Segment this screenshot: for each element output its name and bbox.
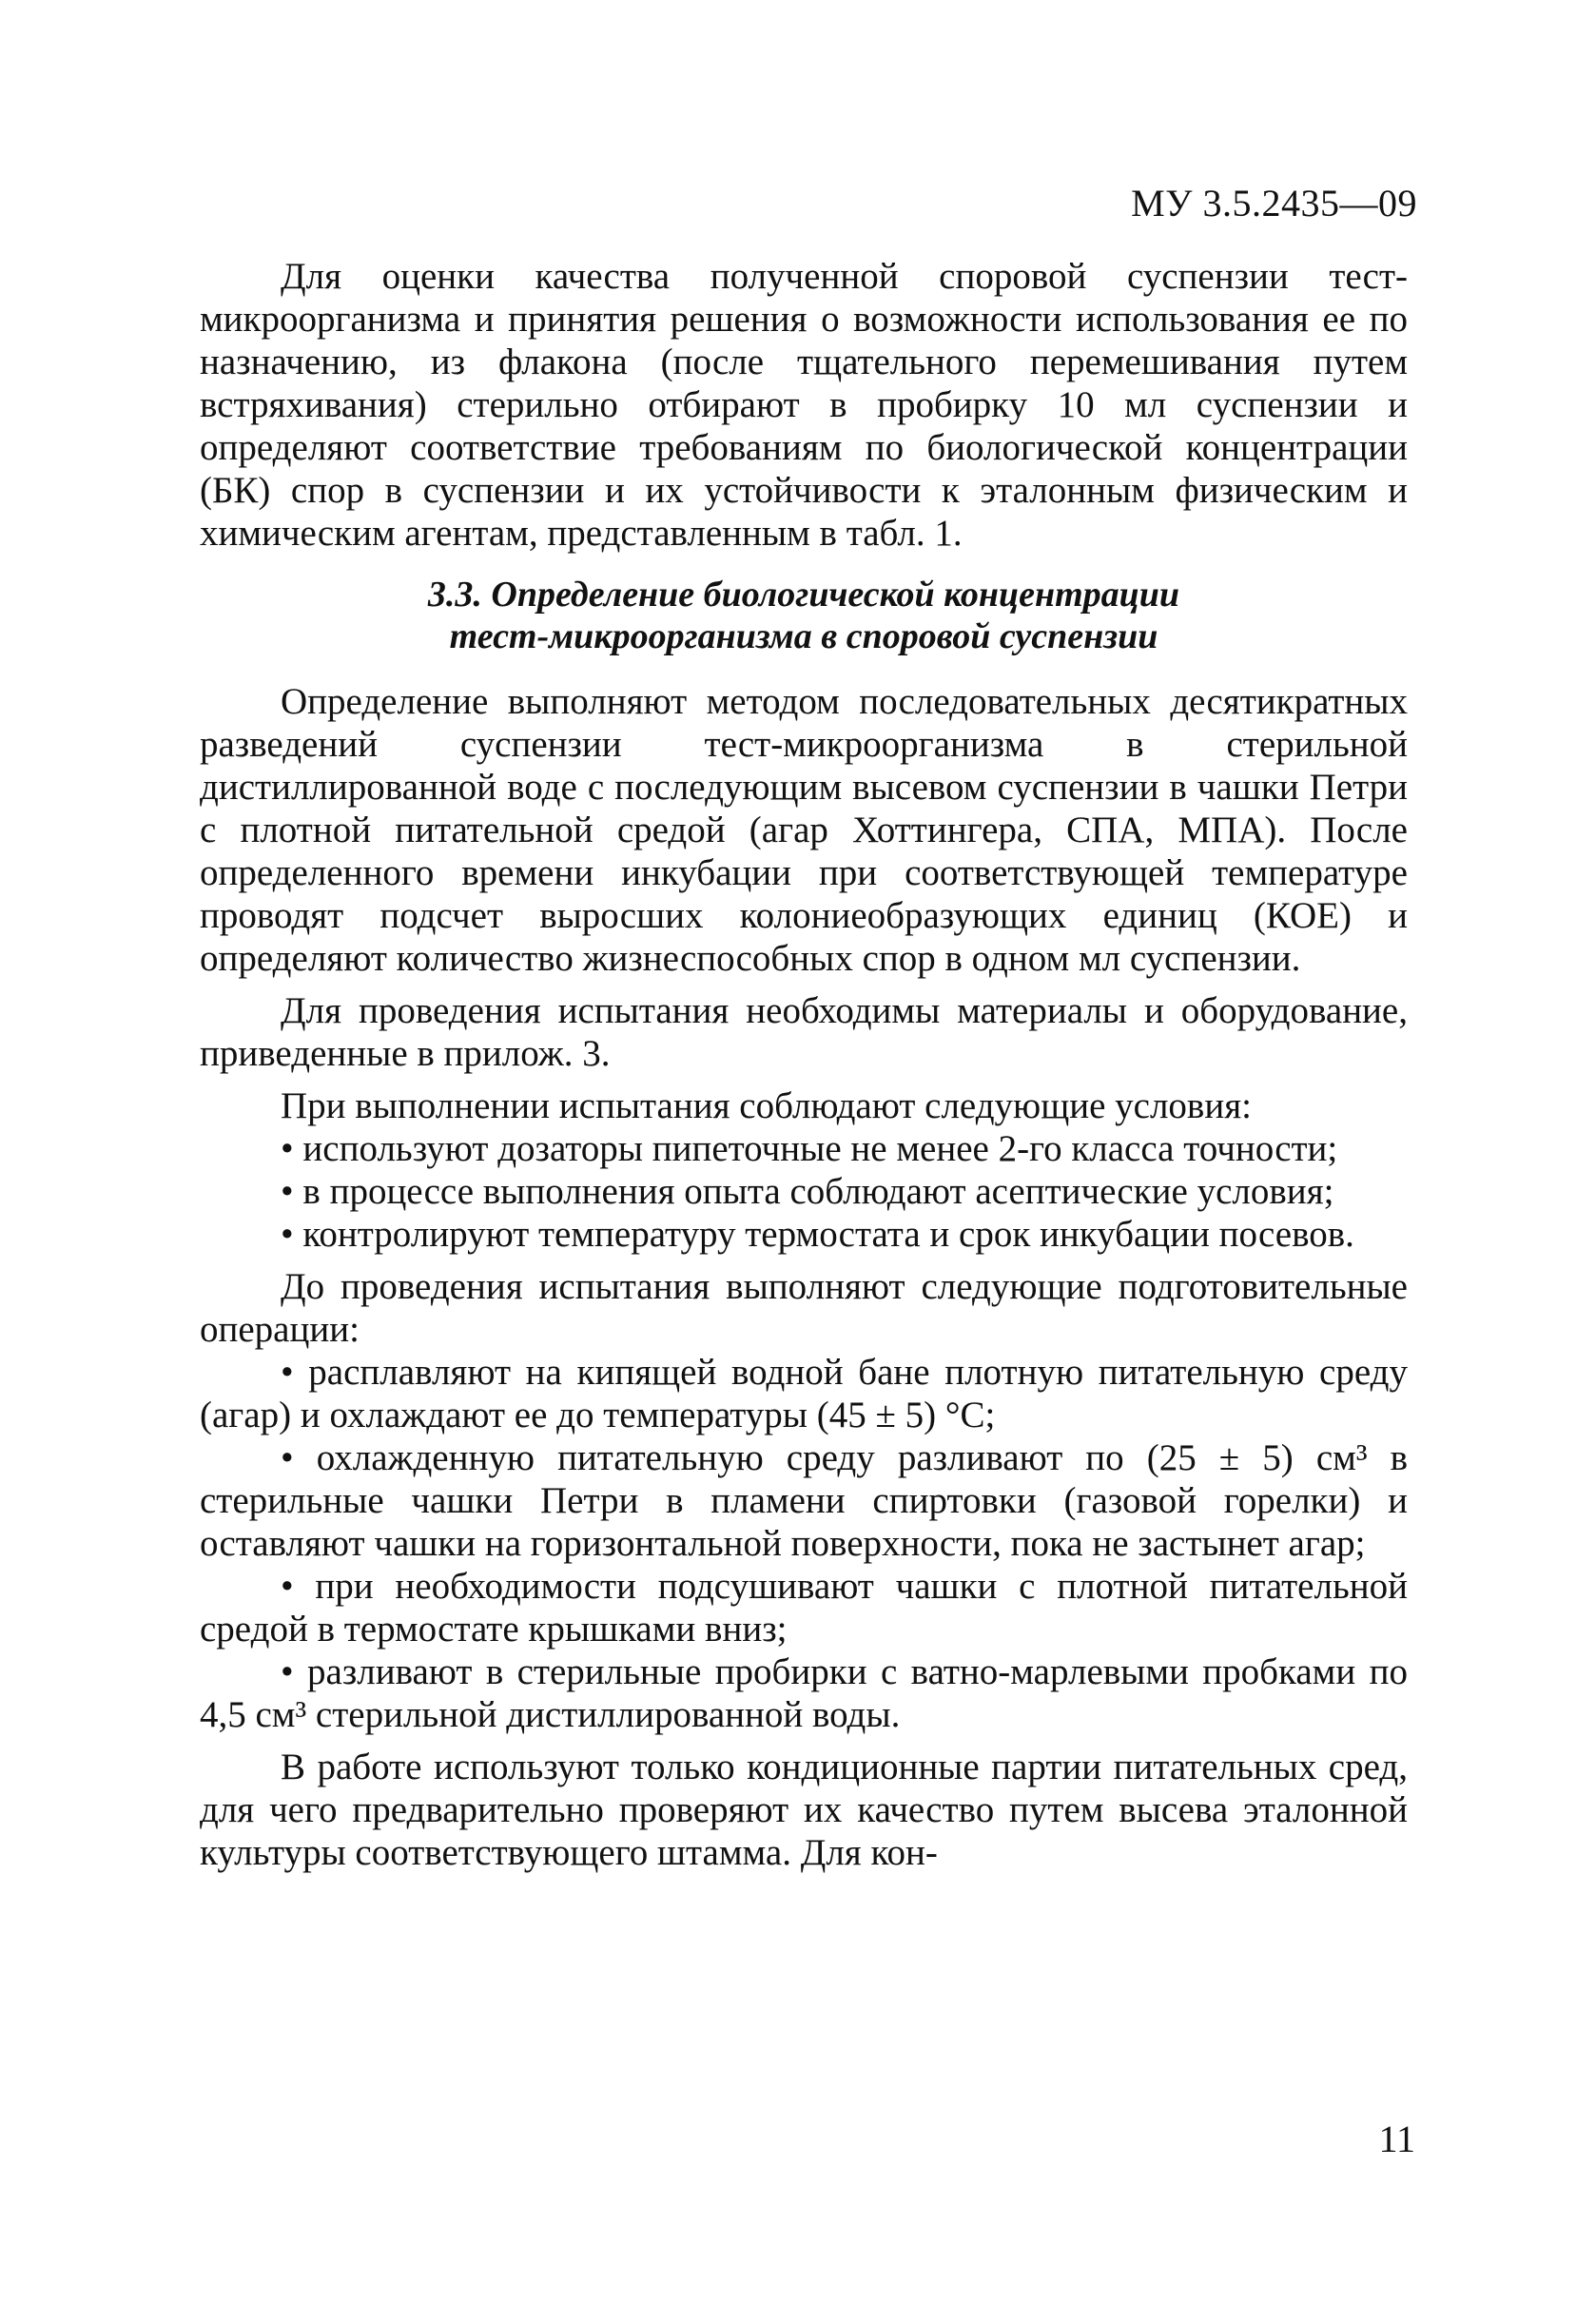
preparation-item: • разливают в стерильные пробирки с ватно-марлевыми пробками по 4,5 см³ стерильной дистиллированной воды. xyxy=(200,1651,1408,1735)
preparation-item: • при необходимости подсушивают чашки с плотной питательной средой в термостате крышками вниз; xyxy=(200,1566,1408,1650)
condition-item: • используют дозаторы пипеточные не менее 2-го класса точности; xyxy=(281,1128,1338,1169)
final-paragraph: В работе используют только кондиционные партии питательных сред, для чего предварительно проверяют их качество путем высева эталонной культуры соответствующего штамма. Для кон- xyxy=(200,1747,1408,1873)
conditions-intro: При выполнении испытания соблюдают следующие условия: xyxy=(281,1085,1252,1126)
materials-paragraph: Для проведения испытания необходимы материалы и оборудование, приведенные в прилож. 3. xyxy=(200,990,1408,1074)
page-body xyxy=(200,255,1408,1874)
intro-paragraph: Для оценки качества полученной споровой суспензии тест-микроорганизма и принятия решения о возможности использования ее по назначению, из флакона (после тщательного перемешивания путем встряхивания) стерильно отбирают в пробирку 10 мл суспензии и определяют соответствие требованиям по биологической концентрации (БК) спор в суспензии и их устойчивости к эталонным физическим и химическим агентам, представленным в табл. 1. xyxy=(200,256,1408,554)
section-title xyxy=(200,574,1408,657)
section-title-line-1: 3.3. Определение биологической концентрации xyxy=(427,575,1180,615)
method-paragraph: Определение выполняют методом последовательных десятикратных разведений суспензии тест-микроорганизма в стерильной дистиллированной воде с последующим высевом суспензии в чашки Петри с плотной питательной средой (агар Хоттингера, СПА, МПА). После определенного времени инкубации при соответствующей температуре проводят подсчет выросших колониеобразующих единиц (КОЕ) и определяют количество жизнеспособных спор в одном мл суспензии. xyxy=(200,681,1408,979)
document-code: МУ 3.5.2435—09 xyxy=(1131,182,1417,225)
condition-item: • контролируют температуру термостата и срок инкубации посевов. xyxy=(281,1214,1354,1255)
page-number: 11 xyxy=(1378,2118,1415,2160)
preparation-intro: До проведения испытания выполняют следующие подготовительные операции: xyxy=(200,1266,1408,1350)
preparation-item: • охлажденную питательную среду разливают по (25 ± 5) см³ в стерильные чашки Петри в пламени спиртовки (газовой горелки) и оставляют чашки на горизонтальной поверхности, пока не застынет агар; xyxy=(200,1437,1408,1564)
condition-item: • в процессе выполнения опыта соблюдают асептические условия; xyxy=(281,1171,1334,1212)
section-title-line-2: тест-микроорганизма в споровой суспензии xyxy=(449,616,1158,656)
preparation-item: • расплавляют на кипящей водной бане плотную питательную среду (агар) и охлаждают ее до температуры (45 ± 5) °С; xyxy=(200,1352,1408,1435)
